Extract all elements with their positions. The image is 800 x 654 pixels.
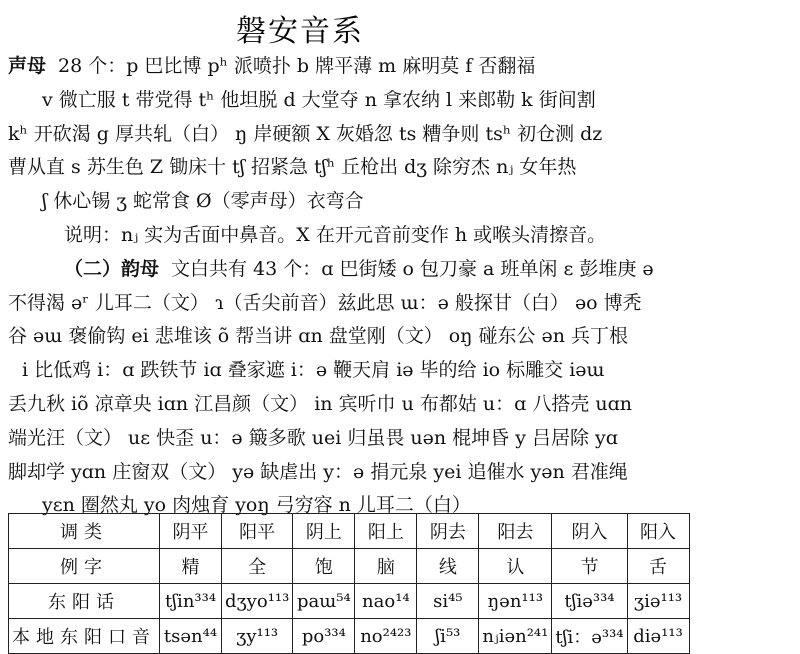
table-cell: po³³⁴ — [293, 619, 355, 654]
initials-line-3: kʰ 开砍渴 g 厚共轧（白） ŋ 岸硬额 X 灰婚忽 ts 糟争则 tsʰ 初仓测 dz — [8, 122, 603, 145]
tone-table — [8, 513, 690, 654]
finals-text: 文白共有 43 个：ɑ 巴街矮 o 包刀豪 a 班单闲 ɛ 彭堆庚 ə — [171, 257, 654, 280]
table-cell: 认 — [479, 549, 552, 584]
table-cell: 阳上 — [355, 514, 417, 549]
table-cell: 本地东阳口音 — [9, 619, 160, 654]
initials-heading: 声母 — [8, 55, 47, 77]
table-row — [9, 549, 690, 584]
table-cell: 全 — [222, 549, 293, 584]
table-cell: 饱 — [293, 549, 355, 584]
table-cell: ʒiə¹¹³ — [627, 584, 689, 619]
initials-line-5: ʃ 休心锡 ʒ 蛇常食 Ø（零声母）衣弯合 — [42, 190, 364, 213]
table-cell: ŋən¹¹³ — [479, 584, 552, 619]
table-cell: no²⁴²³ — [355, 619, 417, 654]
finals-line-8: yɛn 圈然丸 yo 肉烛育 yoŋ 弓穷容 n 儿耳二（白） — [42, 494, 471, 517]
finals-line-6: 端光汪（文） uɛ 快歪 u：ə 簸多歌 uei 归虽畏 uən 棍坤昏 y 吕居除 yɑ — [8, 426, 618, 449]
table-cell: ʒy¹¹³ — [222, 619, 293, 654]
page-title: 磐安音系 — [236, 14, 364, 49]
table-cell: 节 — [552, 549, 627, 584]
finals-line-3: 谷 əɯ 褒偷钩 ei 悲堆该 õ 帮当讲 ɑn 盘堂刚（文） oŋ 碰东公 ən 兵丁根 — [8, 325, 629, 348]
table-cell: 阴平 — [160, 514, 222, 549]
finals-heading: （二）韵母 — [64, 257, 160, 280]
table-cell: 阳入 — [627, 514, 689, 549]
table-cell: 调类 — [9, 514, 160, 549]
finals-line-5: 丢九秋 iõ 凉章央 iɑn 江昌颜（文） in 宾听巾 u 布都姑 u：ɑ 八搭壳 uɑn — [8, 392, 633, 415]
table-cell: si⁴⁵ — [417, 584, 479, 619]
table-cell: 阳平 — [222, 514, 293, 549]
table-cell: tʃi：ə³³⁴ — [552, 619, 627, 654]
finals-line-4: i 比低鸡 i：ɑ 跌铁节 iɑ 叠家遮 i：ə 鞭天肩 iə 毕的给 io 标雕交 iəɯ — [22, 359, 605, 382]
initials-line-2: v 微亡服 t 带党得 tʰ 他坦脱 d 大堂夺 n 拿农纳 l 来郎勒 k 街间割 — [42, 88, 596, 111]
table-cell: ʃi⁵³ — [417, 619, 479, 654]
initials-line-1 — [8, 50, 800, 84]
phonology-text — [8, 50, 800, 523]
table-cell: nⱼiən²⁴¹ — [479, 619, 552, 654]
table-cell: 脑 — [355, 549, 417, 584]
initials-text: 28 个：p 巴比博 pʰ 派喷扑 b 牌平薄 m 麻明莫 f 否翻福 — [58, 55, 536, 77]
table-row — [9, 514, 690, 549]
table-cell: 阴去 — [417, 514, 479, 549]
table-cell: 阳去 — [479, 514, 552, 549]
finals-line-1 — [8, 253, 800, 287]
table-cell: 舌 — [627, 549, 689, 584]
table-cell: dʒyo¹¹³ — [222, 584, 293, 619]
table-cell: diə¹¹³ — [627, 619, 689, 654]
table-cell: tsən⁴⁴ — [160, 619, 222, 654]
table-row — [9, 619, 690, 654]
table-cell: 线 — [417, 549, 479, 584]
table-cell: 阴上 — [293, 514, 355, 549]
finals-line-7: 脚却学 yɑn 庄窗双（文） yə 缺虐出 y：ə 捐元泉 yei 追催水 yən 君准绳 — [8, 460, 628, 483]
table-row — [9, 584, 690, 619]
table-cell: 精 — [160, 549, 222, 584]
table-cell: paɯ⁵⁴ — [293, 584, 355, 619]
finals-line-2: 不得渴 əʳ 儿耳二（文） ɿ（舌尖前音）兹此思 ɯ：ə 般探甘（白） əo 博秃 — [8, 291, 642, 314]
table-cell: 东阳话 — [9, 584, 160, 619]
table-cell: nao¹⁴ — [355, 584, 417, 619]
table-cell: 例字 — [9, 549, 160, 584]
table-cell: tʃin³³⁴ — [160, 584, 222, 619]
table-cell: 阴入 — [552, 514, 627, 549]
table-cell: tʃiə³³⁴ — [552, 584, 627, 619]
initials-line-4: 曹从直 s 苏生色 Z 锄床十 tʃ 招紧急 tʃʰ 丘枪出 dʒ 除穷杰 nⱼ 女年热 — [8, 156, 577, 179]
initials-note: 说明：nⱼ 实为舌面中鼻音。X 在开元音前变作 h 或喉头清擦音。 — [64, 223, 607, 246]
